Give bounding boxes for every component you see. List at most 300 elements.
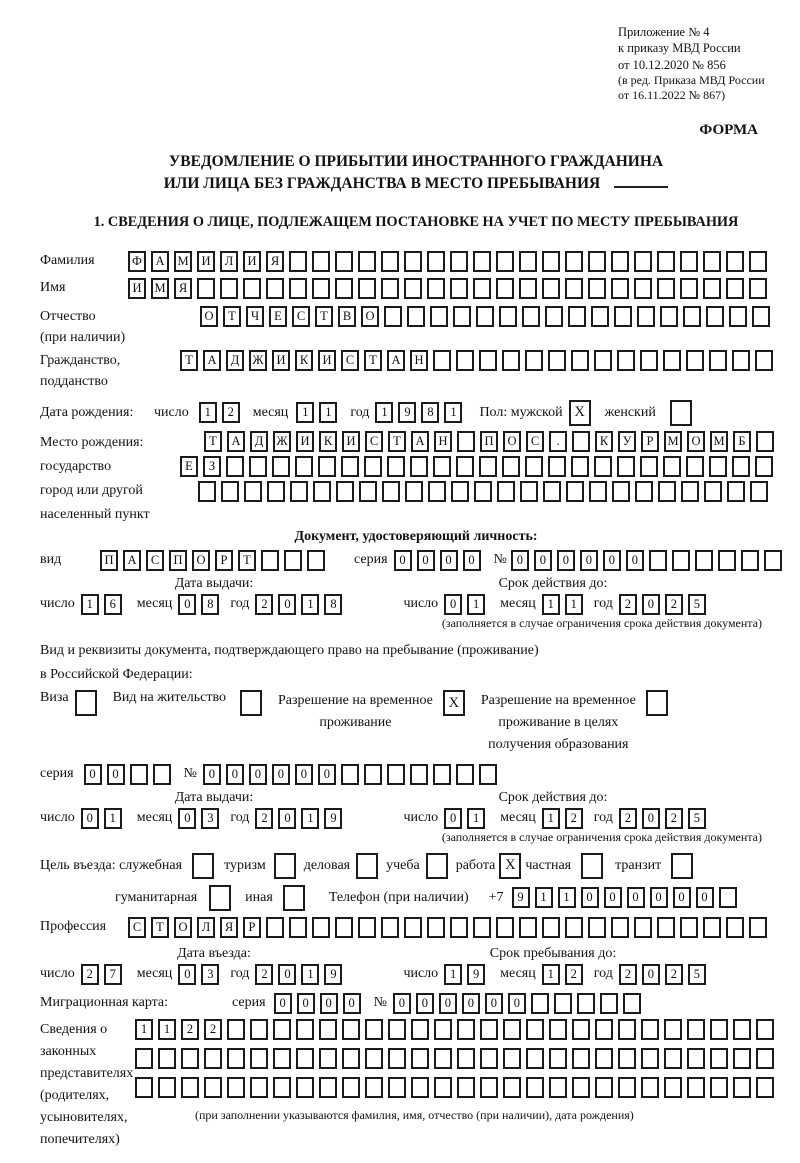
char-cell[interactable] — [686, 456, 704, 477]
char-cell[interactable] — [710, 1077, 728, 1098]
char-cell[interactable]: К — [319, 431, 337, 452]
char-cell[interactable] — [732, 456, 750, 477]
char-cell[interactable] — [565, 251, 583, 272]
char-cell[interactable]: 1 — [558, 887, 576, 908]
char-cell[interactable] — [589, 481, 607, 502]
char-cell[interactable]: О — [200, 306, 218, 327]
char-cell[interactable] — [595, 1048, 613, 1069]
char-cell[interactable]: 1 — [81, 594, 99, 615]
visa-checkbox[interactable] — [75, 690, 97, 716]
char-cell[interactable] — [733, 1019, 751, 1040]
char-cell[interactable] — [686, 350, 704, 371]
char-cell[interactable] — [618, 1048, 636, 1069]
char-cell[interactable]: 0 — [485, 993, 503, 1014]
char-cell[interactable] — [565, 917, 583, 938]
char-cell[interactable] — [496, 278, 514, 299]
char-cell[interactable] — [335, 251, 353, 272]
char-cell[interactable]: 1 — [542, 808, 560, 829]
purpose-work-checkbox[interactable]: X — [499, 853, 521, 879]
char-cell[interactable]: Н — [434, 431, 452, 452]
char-cell[interactable] — [549, 1048, 567, 1069]
char-cell[interactable]: О — [192, 550, 210, 571]
char-cell[interactable] — [388, 1048, 406, 1069]
char-cell[interactable] — [543, 481, 561, 502]
char-cell[interactable]: М — [664, 431, 682, 452]
char-cell[interactable] — [404, 917, 422, 938]
char-cell[interactable] — [658, 481, 676, 502]
char-cell[interactable]: 0 — [394, 550, 412, 571]
char-cell[interactable] — [577, 993, 595, 1014]
char-cell[interactable]: Т — [223, 306, 241, 327]
char-cell[interactable] — [250, 1077, 268, 1098]
char-cell[interactable] — [453, 306, 471, 327]
char-cell[interactable] — [433, 456, 451, 477]
char-cell[interactable]: Л — [220, 251, 238, 272]
char-cell[interactable] — [572, 1019, 590, 1040]
char-cell[interactable] — [296, 1048, 314, 1069]
char-cell[interactable] — [710, 1019, 728, 1040]
char-cell[interactable] — [611, 917, 629, 938]
char-cell[interactable]: Ж — [249, 350, 267, 371]
char-cell[interactable] — [381, 251, 399, 272]
char-cell[interactable] — [640, 456, 658, 477]
char-cell[interactable]: 0 — [642, 964, 660, 985]
char-cell[interactable] — [273, 1077, 291, 1098]
char-cell[interactable] — [382, 481, 400, 502]
char-cell[interactable]: П — [169, 550, 187, 571]
char-cell[interactable]: 1 — [301, 964, 319, 985]
char-cell[interactable] — [756, 1077, 774, 1098]
char-cell[interactable]: С — [341, 350, 359, 371]
char-cell[interactable] — [457, 1077, 475, 1098]
char-cell[interactable] — [358, 278, 376, 299]
char-cell[interactable] — [457, 1048, 475, 1069]
char-cell[interactable] — [359, 481, 377, 502]
char-cell[interactable] — [430, 306, 448, 327]
char-cell[interactable] — [336, 481, 354, 502]
char-cell[interactable]: Я — [220, 917, 238, 938]
char-cell[interactable] — [250, 1048, 268, 1069]
char-cell[interactable] — [664, 1019, 682, 1040]
char-cell[interactable] — [456, 456, 474, 477]
char-cell[interactable]: 2 — [565, 964, 583, 985]
char-cell[interactable]: 1 — [565, 594, 583, 615]
char-cell[interactable]: О — [174, 917, 192, 938]
char-cell[interactable] — [313, 481, 331, 502]
char-cell[interactable] — [657, 251, 675, 272]
char-cell[interactable]: 0 — [604, 887, 622, 908]
char-cell[interactable] — [503, 1077, 521, 1098]
char-cell[interactable]: 0 — [343, 993, 361, 1014]
char-cell[interactable]: 0 — [627, 887, 645, 908]
char-cell[interactable] — [549, 1077, 567, 1098]
char-cell[interactable] — [479, 350, 497, 371]
char-cell[interactable] — [480, 1019, 498, 1040]
char-cell[interactable]: 1 — [301, 594, 319, 615]
char-cell[interactable]: 9 — [324, 964, 342, 985]
char-cell[interactable] — [476, 306, 494, 327]
char-cell[interactable] — [434, 1019, 452, 1040]
char-cell[interactable]: 2 — [619, 594, 637, 615]
char-cell[interactable]: 0 — [278, 964, 296, 985]
temp-residence-checkbox[interactable]: X — [443, 690, 465, 716]
char-cell[interactable]: 2 — [565, 808, 583, 829]
char-cell[interactable] — [680, 278, 698, 299]
char-cell[interactable] — [365, 1048, 383, 1069]
char-cell[interactable] — [473, 251, 491, 272]
char-cell[interactable] — [249, 456, 267, 477]
char-cell[interactable]: С — [146, 550, 164, 571]
char-cell[interactable] — [657, 278, 675, 299]
char-cell[interactable] — [660, 306, 678, 327]
char-cell[interactable] — [312, 917, 330, 938]
char-cell[interactable] — [496, 251, 514, 272]
char-cell[interactable]: 0 — [580, 550, 598, 571]
char-cell[interactable]: 0 — [318, 764, 336, 785]
char-cell[interactable] — [427, 251, 445, 272]
char-cell[interactable]: Т — [180, 350, 198, 371]
purpose-other-checkbox[interactable] — [283, 885, 305, 911]
char-cell[interactable] — [181, 1048, 199, 1069]
char-cell[interactable] — [664, 1077, 682, 1098]
char-cell[interactable] — [319, 1019, 337, 1040]
char-cell[interactable] — [433, 350, 451, 371]
char-cell[interactable] — [663, 456, 681, 477]
char-cell[interactable] — [755, 456, 773, 477]
char-cell[interactable] — [428, 481, 446, 502]
char-cell[interactable]: 0 — [417, 550, 435, 571]
char-cell[interactable] — [572, 1048, 590, 1069]
char-cell[interactable]: . — [549, 431, 567, 452]
char-cell[interactable] — [250, 1019, 268, 1040]
char-cell[interactable]: 1 — [535, 887, 553, 908]
char-cell[interactable] — [227, 1048, 245, 1069]
purpose-private-checkbox[interactable] — [581, 853, 603, 879]
char-cell[interactable] — [733, 1048, 751, 1069]
char-cell[interactable]: 3 — [201, 808, 219, 829]
char-cell[interactable]: 0 — [642, 594, 660, 615]
char-cell[interactable] — [384, 306, 402, 327]
char-cell[interactable]: Ф — [128, 251, 146, 272]
char-cell[interactable]: 2 — [255, 964, 273, 985]
char-cell[interactable] — [503, 1019, 521, 1040]
char-cell[interactable]: 0 — [508, 993, 526, 1014]
char-cell[interactable] — [364, 456, 382, 477]
char-cell[interactable]: 0 — [393, 993, 411, 1014]
char-cell[interactable] — [296, 1077, 314, 1098]
char-cell[interactable]: С — [292, 306, 310, 327]
char-cell[interactable]: 7 — [104, 964, 122, 985]
char-cell[interactable] — [764, 550, 782, 571]
char-cell[interactable]: 1 — [319, 402, 337, 423]
char-cell[interactable] — [284, 550, 302, 571]
char-cell[interactable] — [548, 456, 566, 477]
char-cell[interactable] — [404, 251, 422, 272]
char-cell[interactable] — [726, 278, 744, 299]
char-cell[interactable] — [243, 278, 261, 299]
char-cell[interactable] — [427, 917, 445, 938]
char-cell[interactable] — [611, 251, 629, 272]
char-cell[interactable] — [704, 481, 722, 502]
char-cell[interactable] — [197, 278, 215, 299]
char-cell[interactable]: Т — [204, 431, 222, 452]
char-cell[interactable]: С — [365, 431, 383, 452]
char-cell[interactable]: 0 — [462, 993, 480, 1014]
char-cell[interactable] — [158, 1048, 176, 1069]
char-cell[interactable] — [709, 456, 727, 477]
char-cell[interactable] — [525, 456, 543, 477]
char-cell[interactable]: 0 — [249, 764, 267, 785]
char-cell[interactable] — [680, 917, 698, 938]
char-cell[interactable]: И — [243, 251, 261, 272]
char-cell[interactable] — [617, 350, 635, 371]
char-cell[interactable]: 0 — [178, 808, 196, 829]
char-cell[interactable] — [634, 251, 652, 272]
char-cell[interactable] — [358, 251, 376, 272]
char-cell[interactable] — [531, 993, 549, 1014]
char-cell[interactable]: 2 — [619, 964, 637, 985]
char-cell[interactable]: Ч — [246, 306, 264, 327]
char-cell[interactable] — [634, 278, 652, 299]
char-cell[interactable] — [266, 917, 284, 938]
char-cell[interactable] — [617, 456, 635, 477]
char-cell[interactable]: Я — [174, 278, 192, 299]
char-cell[interactable] — [641, 1048, 659, 1069]
char-cell[interactable]: 2 — [255, 594, 273, 615]
purpose-official-checkbox[interactable] — [192, 853, 214, 879]
char-cell[interactable] — [312, 278, 330, 299]
char-cell[interactable] — [307, 550, 325, 571]
char-cell[interactable] — [672, 550, 690, 571]
char-cell[interactable] — [706, 306, 724, 327]
char-cell[interactable] — [266, 278, 284, 299]
char-cell[interactable]: И — [128, 278, 146, 299]
char-cell[interactable] — [726, 917, 744, 938]
char-cell[interactable] — [525, 350, 543, 371]
char-cell[interactable] — [433, 764, 451, 785]
char-cell[interactable]: 0 — [650, 887, 668, 908]
purpose-humanitarian-checkbox[interactable] — [209, 885, 231, 911]
char-cell[interactable]: 5 — [688, 964, 706, 985]
char-cell[interactable]: А — [227, 431, 245, 452]
char-cell[interactable] — [388, 1077, 406, 1098]
char-cell[interactable]: 0 — [416, 993, 434, 1014]
char-cell[interactable] — [319, 1048, 337, 1069]
char-cell[interactable] — [572, 431, 590, 452]
char-cell[interactable] — [683, 306, 701, 327]
char-cell[interactable] — [749, 251, 767, 272]
char-cell[interactable] — [612, 481, 630, 502]
char-cell[interactable] — [473, 278, 491, 299]
char-cell[interactable]: Д — [226, 350, 244, 371]
char-cell[interactable] — [755, 350, 773, 371]
char-cell[interactable] — [756, 1048, 774, 1069]
char-cell[interactable] — [729, 306, 747, 327]
char-cell[interactable]: Т — [238, 550, 256, 571]
char-cell[interactable] — [496, 917, 514, 938]
char-cell[interactable] — [261, 550, 279, 571]
char-cell[interactable] — [479, 764, 497, 785]
char-cell[interactable]: Т — [315, 306, 333, 327]
char-cell[interactable] — [342, 1019, 360, 1040]
char-cell[interactable] — [749, 917, 767, 938]
char-cell[interactable] — [365, 1077, 383, 1098]
char-cell[interactable]: О — [361, 306, 379, 327]
char-cell[interactable]: 2 — [204, 1019, 222, 1040]
char-cell[interactable] — [227, 1077, 245, 1098]
char-cell[interactable] — [244, 481, 262, 502]
char-cell[interactable]: 0 — [581, 887, 599, 908]
char-cell[interactable]: 0 — [226, 764, 244, 785]
char-cell[interactable]: А — [123, 550, 141, 571]
char-cell[interactable] — [342, 1048, 360, 1069]
char-cell[interactable]: 1 — [444, 402, 462, 423]
char-cell[interactable]: А — [387, 350, 405, 371]
char-cell[interactable]: Л — [197, 917, 215, 938]
char-cell[interactable] — [226, 456, 244, 477]
char-cell[interactable]: Т — [364, 350, 382, 371]
char-cell[interactable] — [681, 481, 699, 502]
char-cell[interactable]: 0 — [107, 764, 125, 785]
char-cell[interactable]: 0 — [297, 993, 315, 1014]
char-cell[interactable] — [227, 1019, 245, 1040]
char-cell[interactable] — [289, 278, 307, 299]
char-cell[interactable]: И — [296, 431, 314, 452]
char-cell[interactable]: 0 — [696, 887, 714, 908]
purpose-tourism-checkbox[interactable] — [274, 853, 296, 879]
char-cell[interactable] — [542, 278, 560, 299]
char-cell[interactable]: 9 — [512, 887, 530, 908]
char-cell[interactable] — [718, 550, 736, 571]
char-cell[interactable] — [502, 350, 520, 371]
char-cell[interactable] — [519, 278, 537, 299]
char-cell[interactable]: 0 — [511, 550, 529, 571]
char-cell[interactable]: 2 — [665, 594, 683, 615]
char-cell[interactable] — [220, 278, 238, 299]
char-cell[interactable] — [404, 278, 422, 299]
char-cell[interactable]: 1 — [375, 402, 393, 423]
char-cell[interactable] — [434, 1048, 452, 1069]
char-cell[interactable]: П — [480, 431, 498, 452]
char-cell[interactable] — [272, 456, 290, 477]
char-cell[interactable]: 1 — [301, 808, 319, 829]
char-cell[interactable]: 8 — [324, 594, 342, 615]
char-cell[interactable]: Н — [410, 350, 428, 371]
char-cell[interactable] — [526, 1019, 544, 1040]
char-cell[interactable]: 2 — [619, 808, 637, 829]
char-cell[interactable]: 1 — [296, 402, 314, 423]
char-cell[interactable] — [130, 764, 148, 785]
char-cell[interactable] — [635, 481, 653, 502]
char-cell[interactable]: 0 — [81, 808, 99, 829]
char-cell[interactable]: 0 — [278, 594, 296, 615]
char-cell[interactable] — [595, 1019, 613, 1040]
char-cell[interactable]: М — [710, 431, 728, 452]
char-cell[interactable] — [687, 1019, 705, 1040]
char-cell[interactable]: 0 — [272, 764, 290, 785]
char-cell[interactable] — [554, 993, 572, 1014]
char-cell[interactable] — [752, 306, 770, 327]
char-cell[interactable] — [450, 917, 468, 938]
char-cell[interactable]: 1 — [542, 964, 560, 985]
char-cell[interactable] — [549, 1019, 567, 1040]
char-cell[interactable]: О — [687, 431, 705, 452]
char-cell[interactable] — [741, 550, 759, 571]
char-cell[interactable] — [267, 481, 285, 502]
char-cell[interactable] — [319, 1077, 337, 1098]
char-cell[interactable]: 0 — [673, 887, 691, 908]
char-cell[interactable] — [381, 917, 399, 938]
char-cell[interactable] — [153, 764, 171, 785]
char-cell[interactable]: 3 — [201, 964, 219, 985]
char-cell[interactable] — [703, 278, 721, 299]
char-cell[interactable]: 0 — [203, 764, 221, 785]
char-cell[interactable]: А — [151, 251, 169, 272]
char-cell[interactable] — [296, 1019, 314, 1040]
char-cell[interactable]: 6 — [104, 594, 122, 615]
char-cell[interactable]: Б — [733, 431, 751, 452]
char-cell[interactable] — [565, 278, 583, 299]
char-cell[interactable]: 1 — [135, 1019, 153, 1040]
char-cell[interactable]: С — [526, 431, 544, 452]
char-cell[interactable] — [407, 306, 425, 327]
char-cell[interactable] — [502, 456, 520, 477]
char-cell[interactable] — [594, 350, 612, 371]
char-cell[interactable]: К — [595, 431, 613, 452]
char-cell[interactable] — [457, 431, 475, 452]
char-cell[interactable]: 0 — [603, 550, 621, 571]
residence-permit-checkbox[interactable] — [240, 690, 262, 716]
char-cell[interactable]: 1 — [542, 594, 560, 615]
char-cell[interactable] — [457, 1019, 475, 1040]
char-cell[interactable]: 9 — [324, 808, 342, 829]
char-cell[interactable] — [434, 1077, 452, 1098]
char-cell[interactable] — [358, 917, 376, 938]
char-cell[interactable] — [519, 251, 537, 272]
char-cell[interactable]: 0 — [295, 764, 313, 785]
char-cell[interactable] — [732, 350, 750, 371]
char-cell[interactable]: И — [197, 251, 215, 272]
char-cell[interactable] — [388, 1019, 406, 1040]
char-cell[interactable] — [365, 1019, 383, 1040]
char-cell[interactable] — [719, 887, 737, 908]
char-cell[interactable] — [649, 550, 667, 571]
female-checkbox[interactable] — [670, 400, 692, 426]
char-cell[interactable]: 9 — [467, 964, 485, 985]
char-cell[interactable]: И — [342, 431, 360, 452]
char-cell[interactable] — [480, 1077, 498, 1098]
char-cell[interactable]: 0 — [444, 808, 462, 829]
char-cell[interactable] — [450, 278, 468, 299]
char-cell[interactable] — [341, 764, 359, 785]
char-cell[interactable] — [410, 764, 428, 785]
char-cell[interactable] — [571, 456, 589, 477]
char-cell[interactable] — [623, 993, 641, 1014]
char-cell[interactable]: У — [618, 431, 636, 452]
char-cell[interactable]: К — [295, 350, 313, 371]
char-cell[interactable]: 0 — [178, 964, 196, 985]
char-cell[interactable] — [591, 306, 609, 327]
char-cell[interactable]: 0 — [626, 550, 644, 571]
char-cell[interactable] — [634, 917, 652, 938]
char-cell[interactable] — [158, 1077, 176, 1098]
char-cell[interactable] — [451, 481, 469, 502]
char-cell[interactable] — [687, 1077, 705, 1098]
char-cell[interactable]: 0 — [557, 550, 575, 571]
char-cell[interactable]: 0 — [463, 550, 481, 571]
char-cell[interactable] — [221, 481, 239, 502]
char-cell[interactable] — [750, 481, 768, 502]
